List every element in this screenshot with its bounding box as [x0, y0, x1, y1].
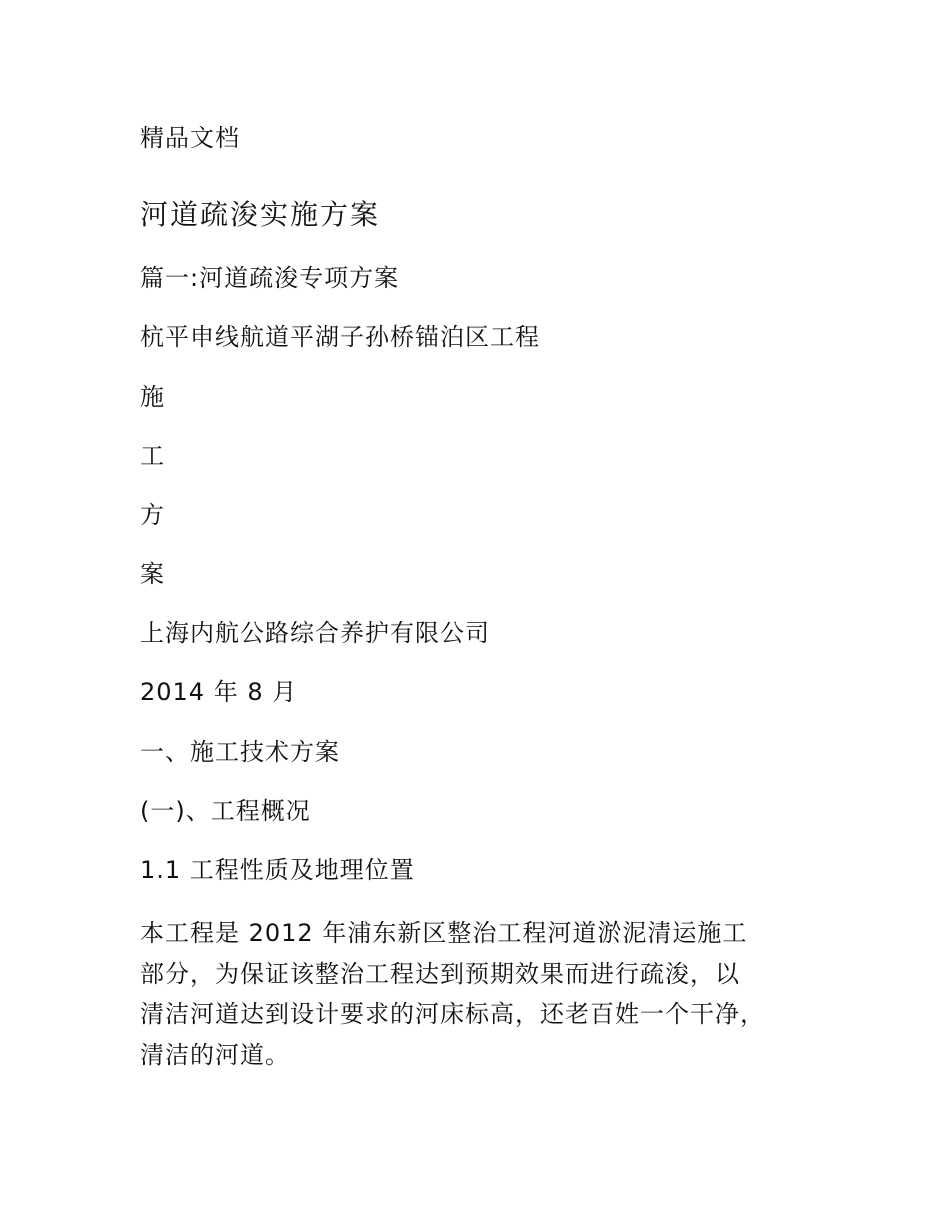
document-title: 河道疏浚实施方案 — [140, 198, 381, 231]
section-heading-1-1: (一)、工程概况 — [140, 797, 311, 825]
vertical-char-2: 工 — [140, 442, 165, 470]
section-heading-1: 一、施工技术方案 — [140, 738, 340, 766]
paragraph-line: 本工程是 2012 年浦东新区整治工程河道淤泥清运施工 — [140, 919, 748, 947]
paragraph-line: 部分，为保证该整治工程达到预期效果而进行疏浚，以 — [140, 959, 740, 988]
body-paragraph — [140, 913, 820, 1075]
paragraph-line: 清洁的河道。 — [140, 1040, 290, 1069]
project-name: 杭平申线航道平湖子孙桥锚泊区工程 — [140, 323, 540, 351]
document-subtitle: 篇一:河道疏浚专项方案 — [140, 264, 400, 292]
section-heading-1-1-1: 1.1 工程性质及地理位置 — [140, 856, 415, 884]
vertical-char-3: 方 — [140, 501, 165, 529]
vertical-char-1: 施 — [140, 383, 165, 411]
company-name: 上海内航公路综合养护有限公司 — [140, 619, 490, 647]
paragraph-line: 清洁河道达到设计要求的河床标高，还老百姓一个干净， — [140, 1000, 765, 1028]
vertical-char-4: 案 — [140, 560, 165, 588]
header-label: 精品文档 — [140, 124, 240, 152]
document-date: 2014 年 8 月 — [140, 678, 298, 706]
